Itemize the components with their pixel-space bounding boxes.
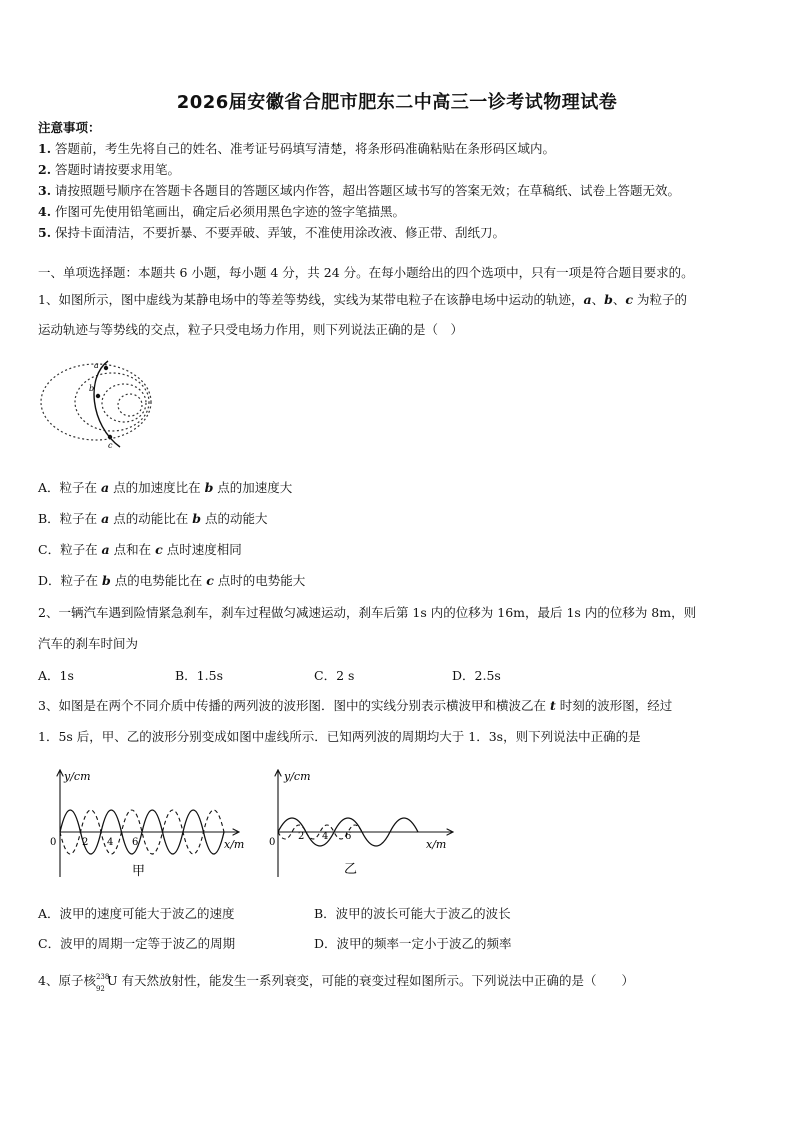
graph-caption: 乙: [344, 862, 358, 877]
tick-label: 4: [107, 837, 114, 848]
question-1-stem: 1、如图所示，图中虚线为某静电场中的等差等势线，实线为某带电粒子在该静电场中运动的轨迹，a、b、c 为粒子的: [38, 292, 687, 307]
point-label-c: c: [108, 441, 113, 450]
notice-item: 3. 请按照题号顺序在答题卡各题目的答题区域内作答，超出答题区域书写的答案无效；在草稿纸、试卷上答题无效。: [38, 183, 681, 198]
page-title: 2026届安徽省合肥市肥东二中高三一诊考试物理试卷: [176, 92, 618, 113]
notice-item: 1. 答题前，考生先将自己的姓名、准考证号码填写清楚，将条形码准确粘贴在条形码区域内。: [38, 141, 556, 156]
question-3-option-c: C．波甲的周期一定等于波乙的周期: [38, 936, 236, 951]
notice-item: 5. 保持卡面清洁，不要折暴、不要弄破、弄皱，不准使用涂改液、修正带、刮纸刀。: [38, 225, 506, 240]
question-2-option-c: C．2 s: [314, 668, 355, 683]
question-3-stem: 3、如图是在两个不同介质中传播的两列波的波形图．图中的实线分别表示横波甲和横波乙在 t 时刻的波形图，经过: [38, 698, 673, 713]
nuclide-notation: 238 92: [95, 973, 110, 993]
question-2-stem: 2、一辆汽车遇到险情紧急刹车，刹车过程做匀减速运动，刹车后第 1s 内的位移为 16m，最后 1s 内的位移为 8m，则: [38, 605, 697, 620]
origin-label: 0: [50, 837, 57, 848]
question-3-stem-cont: 1．5s 后，甲、乙的波形分别变成如图中虚线所示．已知两列波的周期均大于 1．3s，则下列说法中正确的是: [38, 729, 641, 744]
question-1-option-b: B．粒子在 a 点的动能比在 b 点的动能大: [38, 511, 268, 526]
tick-label: 6: [132, 837, 139, 848]
point-label-a: a: [94, 361, 99, 370]
y-axis-label: y/cm: [284, 770, 311, 783]
y-axis-label: y/cm: [64, 770, 91, 783]
notice-item: 2. 答题时请按要求用笔。: [38, 162, 181, 177]
x-axis-label: x/m: [426, 838, 447, 851]
wave-graph-jia: [44, 765, 250, 880]
question-2-option-a: A．1s: [38, 668, 74, 683]
question-3-option-b: B．波甲的波长可能大于波乙的波长: [314, 906, 511, 921]
question-3-option-d: D．波甲的频率一定小于波乙的频率: [314, 936, 512, 951]
tick-label: 4: [322, 831, 329, 842]
question-2-stem-cont: 汽车的刹车时间为: [38, 636, 139, 651]
wave-graph-yi: [266, 765, 466, 880]
notice-item: 4. 作图可先使用铅笔画出，确定后必须用黑色字迹的签字笔描黑。: [38, 204, 406, 219]
notice-heading: 注意事项：: [38, 120, 101, 135]
tick-label: 2: [298, 831, 305, 842]
question-4-stem: 4、原子核 238 92 U 有天然放射性，能发生一系列衰变，可能的衰变过程如图所示。下列说法中正确的是（ ）: [38, 973, 634, 993]
graph-caption: 甲: [132, 864, 146, 879]
question-1-option-a: A．粒子在 a 点的加速度比在 b 点的加速度大: [38, 480, 293, 495]
point-label-b: b: [89, 384, 95, 393]
question-1-stem-cont: 运动轨迹与等势线的交点，粒子只受电场力作用，则下列说法正确的是（ ）: [38, 322, 464, 337]
question-3-option-a: A．波甲的速度可能大于波乙的速度: [38, 906, 235, 921]
section-heading: 一、单项选择题：本题共 6 小题，每小题 4 分，共 24 分。在每小题给出的四个选项中，只有一项是符合题目要求的。: [38, 265, 694, 280]
tick-label: 2: [82, 837, 89, 848]
question-1-option-c: C．粒子在 a 点和在 c 点时速度相同: [38, 542, 242, 557]
question-2-option-d: D．2.5s: [452, 668, 501, 683]
x-axis-label: x/m: [224, 838, 245, 851]
tick-label: 6: [345, 831, 352, 842]
origin-label: 0: [269, 837, 276, 848]
equipotential-figure: [38, 355, 168, 450]
question-2-option-b: B．1.5s: [175, 668, 223, 683]
question-1-option-d: D．粒子在 b 点的电势能比在 c 点时的电势能大: [38, 573, 306, 588]
